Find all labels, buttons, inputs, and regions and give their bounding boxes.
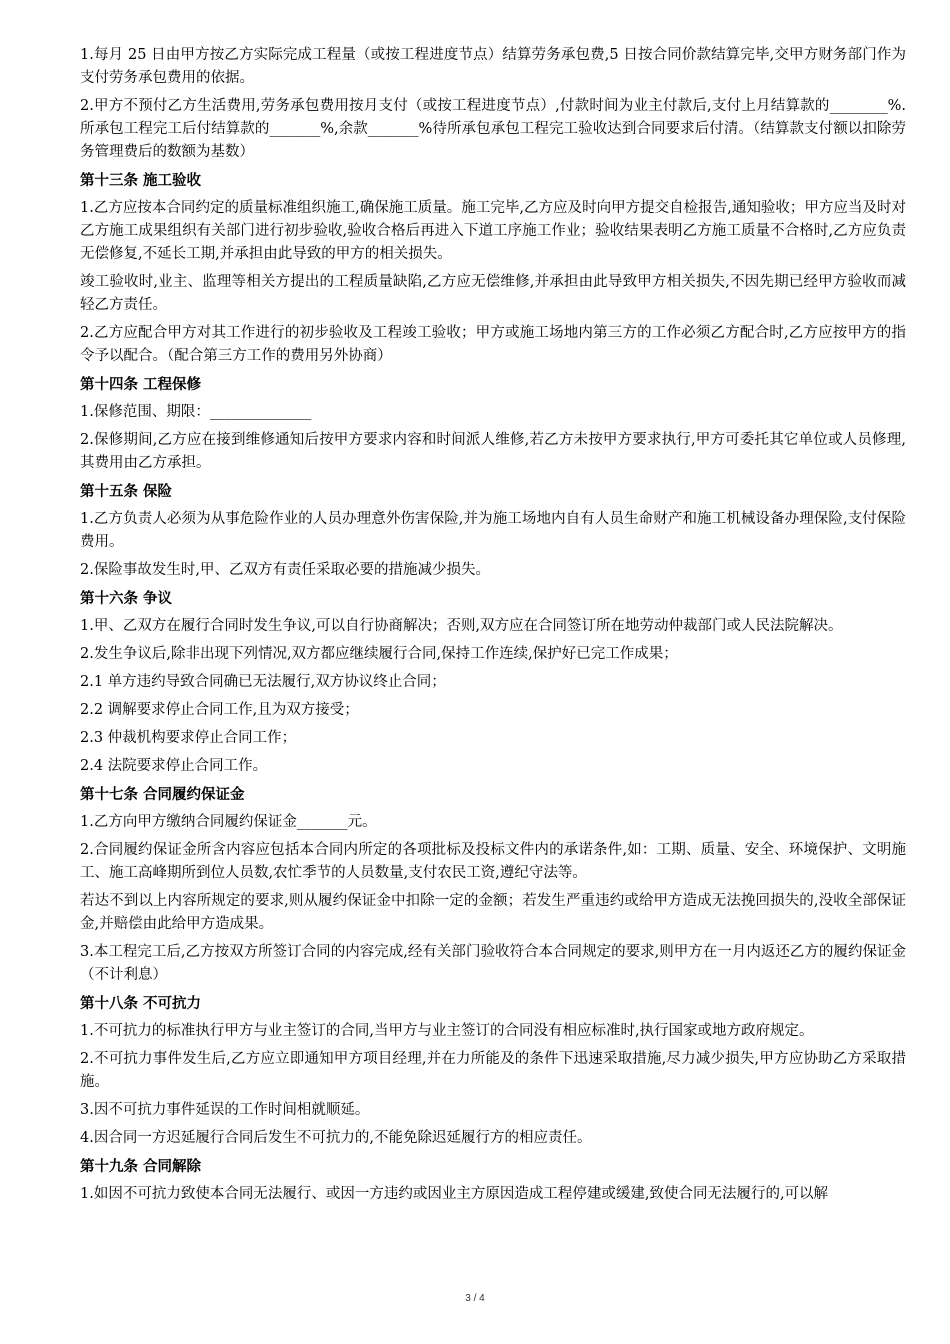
paragraph: 竣工验收时,业主、监理等相关方提出的工程质量缺陷,乙方应无偿维修,并承担由此导致甲方相关损失,不因先期已经甲方验收而减轻乙方责任。 (80, 274, 906, 313)
section-heading: 第十七条 合同履约保证金 (80, 786, 245, 803)
paragraph: 若达不到以上内容所规定的要求,则从履约保证金中扣除一定的金额；若发生严重违约或给甲方造成无法挽回损失的,没收全部保证金,并赔偿由此给甲方造成果。 (80, 893, 906, 932)
paragraph: 3.因不可抗力事件延误的工作时间相就顺延。 (80, 1102, 370, 1118)
paragraph: 2.乙方应配合甲方对其工作进行的初步验收及工程竣工验收；甲方或施工场地内第三方的工作必须乙方配合时,乙方应按甲方的指令予以配合。（配合第三方工作的费用另外协商） (80, 325, 906, 364)
paragraph: 1.每月 25 日由甲方按乙方实际完成工程量（或按工程进度节点）结算劳务承包费,5 日按合同价款结算完毕,交甲方财务部门作为支付劳务承包费用的依据。 (80, 47, 906, 86)
paragraph: 3.本工程完工后,乙方按双方所签订合同的内容完成,经有关部门验收符合本合同规定的要求,则甲方在一月内返还乙方的履约保证金（不计利息） (80, 944, 906, 983)
paragraph: 2.保险事故发生时,甲、乙双方有责任采取必要的措施减少损失。 (80, 562, 490, 578)
section-heading: 第十八条 不可抗力 (80, 995, 202, 1012)
paragraph: 1.保修范围、期限：______________ (80, 404, 312, 420)
paragraph: 1.乙方应按本合同约定的质量标准组织施工,确保施工质量。施工完毕,乙方应及时向甲方提交自检报告,通知验收；甲方应当及时对乙方施工成果组织有关部门进行初步验收,验收合格后再进入下道工序施工作业；验收结果表明乙方施工质量不合格时,乙方应负责无偿修复,不延长工期,并承担由此导致的甲方的相关损失。 (80, 200, 906, 262)
paragraph: 2.3 仲裁机构要求停止合同工作； (80, 730, 297, 746)
section-heading: 第十六条 争议 (80, 590, 173, 607)
paragraph: 1.不可抗力的标准执行甲方与业主签订的合同,当甲方与业主签订的合同没有相应标准时,执行国家或地方政府规定。 (80, 1023, 814, 1039)
section-heading: 第十三条 施工验收 (80, 172, 202, 189)
page-number: 3 / 4 (465, 1293, 485, 1304)
paragraph: 2.合同履约保证金所含内容应包括本合同内所定的各项批标及投标文件内的承诺条件,如：工期、质量、安全、环境保护、文明施工、施工高峰期所到位人员数,农忙季节的人员数量,支付农民工资,遵纪守法等。 (80, 842, 906, 881)
paragraph: 2.2 调解要求停止合同工作,且为双方接受； (80, 702, 359, 718)
paragraph: 2.4 法院要求停止合同工作。 (80, 758, 268, 774)
paragraph: 1.乙方负责人必须为从事危险作业的人员办理意外伤害保险,并为施工场地内自有人员生命财产和施工机械设备办理保险,支付保险费用。 (80, 511, 906, 550)
paragraph: 2.不可抗力事件发生后,乙方应立即通知甲方项目经理,并在力所能及的条件下迅速采取措施,尽力减少损失,甲方应协助乙方采取措施。 (80, 1051, 906, 1090)
paragraph: 2.发生争议后,除非出现下列情况,双方都应继续履行合同,保持工作连续,保护好已完工作成果； (80, 646, 678, 662)
paragraph: 1.乙方向甲方缴纳合同履约保证金_______元。 (80, 814, 377, 830)
paragraph: 1.甲、乙双方在履行合同时发生争议,可以自行协商解决；否则,双方应在合同签订所在地劳动仲裁部门或人民法院解决。 (80, 618, 843, 634)
paragraph: 2.1 单方违约导致合同确已无法履行,双方协议终止合同； (80, 674, 446, 690)
paragraph: 2.保修期间,乙方应在接到维修通知后按甲方要求内容和时间派人维修,若乙方未按甲方要求执行,甲方可委托其它单位或人员修理,其费用由乙方承担。 (80, 432, 906, 471)
paragraph: 1.如因不可抗力致使本合同无法履行、或因一方违约或因业主方原因造成工程停建或缓建,致使合同无法履行的,可以解 (80, 1186, 829, 1202)
section-heading: 第十四条 工程保修 (80, 376, 202, 393)
paragraph: 2.甲方不预付乙方生活费用,劳务承包费用按月支付（或按工程进度节点）,付款时间为业主付款后,支付上月结算款的________%.所承包工程完工后付结算款的_______%,余款_______%待所承包承包工程完工验收达到合同要求后付清。（结算款支付额以扣除劳务管理费后的数额为基数） (80, 98, 906, 160)
document-body (80, 44, 906, 1211)
paragraph: 4.因合同一方迟延履行合同后发生不可抗力的,不能免除迟延履行方的相应责任。 (80, 1130, 592, 1146)
section-heading: 第十五条 保险 (80, 483, 173, 500)
section-heading: 第十九条 合同解除 (80, 1158, 202, 1175)
